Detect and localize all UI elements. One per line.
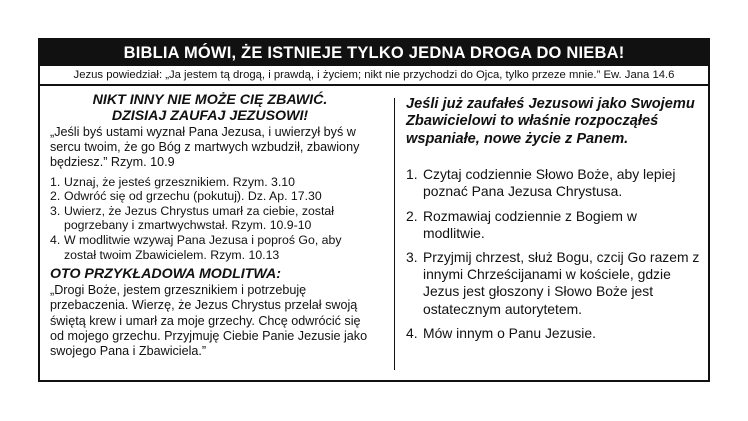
right-heading: Jeśli już zaufałeś Jezusowi jako Swojemu Zbawicielowi to właśnie rozpocząłeś wspaniałe, nowe życie z Panem. xyxy=(406,96,695,147)
list-item xyxy=(50,204,370,233)
tract-card xyxy=(38,38,710,382)
step-number: 2. xyxy=(406,207,418,224)
left-heading-line1: NIKT INNY NIE MOŻE CIĘ ZBAWIĆ. xyxy=(92,92,328,108)
step-text: Odwróć się od grzechu (pokutuj). Dz. Ap. 17.30 xyxy=(64,189,322,204)
step-number: 3. xyxy=(50,203,61,218)
step-text: Uwierz, że Jezus Chrystus umarł za ciebie, został pogrzebany i zmartwychwstał. Rzym. 10.9-10 xyxy=(64,203,334,233)
column-divider xyxy=(394,98,395,370)
right-steps xyxy=(406,166,702,342)
step-text: Mów innym o Panu Jezusie. xyxy=(423,324,596,341)
left-steps xyxy=(50,175,370,263)
step-number: 3. xyxy=(406,249,418,266)
list-item xyxy=(406,325,702,342)
left-column xyxy=(50,92,370,359)
step-text: Uznaj, że jesteś grzesznikiem. Rzym. 3.10 xyxy=(64,174,295,189)
prayer-heading: OTO PRZYKŁADOWA MODLITWA: xyxy=(50,266,281,283)
step-number: 1. xyxy=(50,174,61,189)
step-text: Rozmawiaj codziennie z Bogiem w modlitwie. xyxy=(423,207,637,241)
right-column xyxy=(406,96,702,349)
left-heading-line2: DZISIAJ ZAUFAJ JEZUSOWI! xyxy=(111,108,309,124)
list-item xyxy=(406,166,702,200)
list-item xyxy=(50,189,370,204)
verse-line: Jezus powiedział: „Ja jestem tą drogą, i prawdą, i życiem; nikt nie przychodzi do Ojca, tylko przeze mnie.” Ew. Jana 14.6 xyxy=(40,66,708,86)
banner-title: BIBLIA MÓWI, ŻE ISTNIEJE TYLKO JEDNA DROGA DO NIEBA! xyxy=(40,40,708,66)
step-text: W modlitwie wzywaj Pana Jezusa i poproś Go, aby został twoim Zbawicielem. Rzym. 10.13 xyxy=(64,232,342,262)
step-text: Czytaj codziennie Słowo Boże, aby lepiej poznać Pana Jezusa Chrystusa. xyxy=(423,166,676,200)
step-text: Przyjmij chrzest, służ Bogu, czcij Go razem z innymi Chrześcijanami w kościele, gdzie Jezus jest głoszony i Słowo Boże jest ostatecznym autorytetem. xyxy=(423,249,700,317)
step-number: 2. xyxy=(50,189,61,204)
list-item xyxy=(50,175,370,190)
list-item xyxy=(50,233,370,262)
prayer-text: „Drogi Boże, jestem grzesznikiem i potrzebuję przebaczenia. Wierzę, że Jezus Chrystus przelał swoją świętą krew i umarł za moje grzechy. Chcę odwrócić się od mojego grzechu. Przyjmuję Ciebie Panie Jezusie jako swojego Pana i Zbawiciela.” xyxy=(50,283,368,358)
step-number: 4. xyxy=(50,232,61,247)
list-item xyxy=(406,208,702,242)
list-item xyxy=(406,249,702,318)
step-number: 4. xyxy=(406,324,418,341)
left-intro: „Jeśli byś ustami wyznał Pana Jezusa, i uwierzył byś w sercu twoim, że go Bóg z martwych wzbudził, zbawiony będziesz.” Rzym. 10.9 xyxy=(50,125,360,170)
step-number: 1. xyxy=(406,166,418,183)
